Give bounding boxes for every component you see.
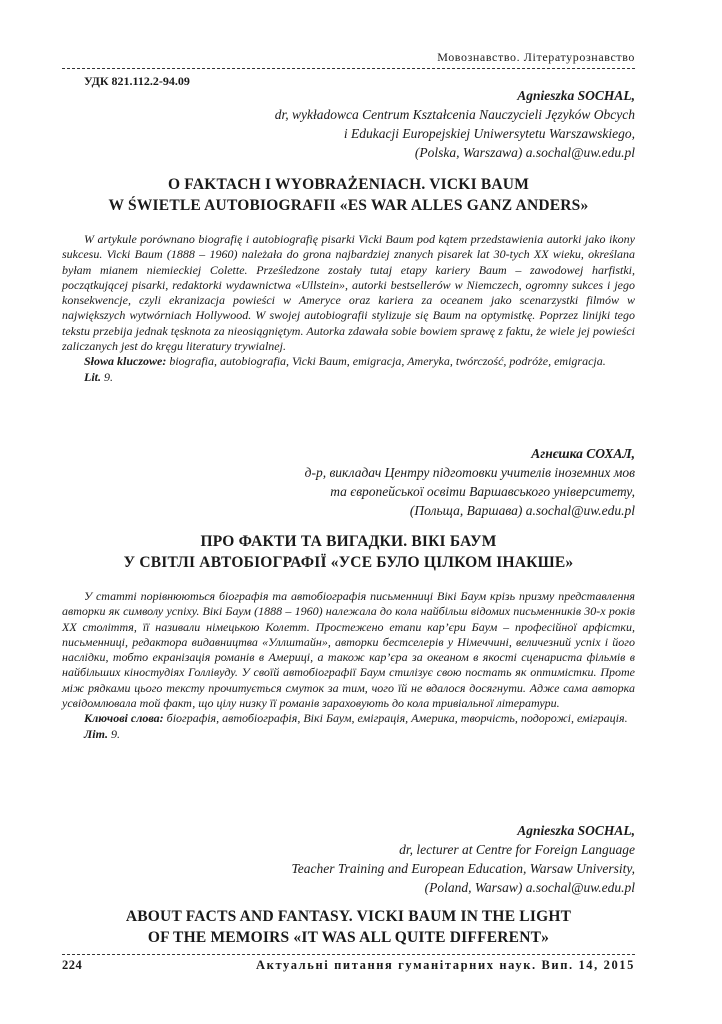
document-page: [62, 0, 635, 1024]
author-affiliation-line: (Польща, Варшава) a.sochal@uw.edu.pl: [409, 503, 635, 518]
keywords-label: Słowa kluczowe:: [84, 354, 167, 369]
author-block-ukrainian: [62, 444, 635, 520]
title-line: W ŚWIETLE AUTOBIOGRAFII «ES WAR ALLES GANZ ANDERS»: [108, 197, 589, 214]
title-line: ABOUT FACTS AND FANTASY. VICKI BAUM IN THE LIGHT: [125, 908, 572, 925]
article-title-polish: [62, 174, 635, 216]
author-name: Agnieszka SOCHAL,: [517, 823, 635, 838]
title-line: O FAKTACH I WYOBRAŻENIACH. VICKI BAUM: [167, 176, 530, 193]
references-value: 9.: [111, 726, 121, 741]
author-affiliation-line: i Edukacji Europejskiej Uniwersytetu Warszawskiego,: [343, 126, 635, 141]
abstract-text: У статті порівнюються біографія та автобіографія письменниці Вікі Баум крізь призму представлення авторки як символу успіху. Вікі Баум (1888 – 1960) належала до кола найбільш відомих письменників 30-х років ХХ століття, її називали німецькою Колетт. Простежено етапи кар’єри Баум – професійної арфістки, письменниці, редактора видавництва «Уллштайн», авторки бестселерів у Німеччині, величезний успіх і його наслідки, тобто екранізація романів в Америці, а також кар’єра за океаном в якості сценариста фільмів в найбільших кіностудіях Голлівуду. У своїй автобіографії Баум стилізує свою постать як оптимістки. Проте між рядками цього тексту прочитується смуток за тим, чого їй не вдалося досягнути. Адже сама авторка усвідомлювала той факт, що цілу низку її романів зараховують до кола тривіальної літератури.: [62, 589, 635, 711]
title-line: У СВІТЛІ АВТОБІОГРАФІЇ «УСЕ БУЛО ЦІЛКОМ ІНАКШЕ»: [123, 554, 574, 571]
author-affiliation-line: (Polska, Warszawa) a.sochal@uw.edu.pl: [414, 145, 635, 160]
author-affiliation-line: dr, lecturer at Centre for Foreign Language: [399, 842, 635, 857]
running-head: Мовознавство. Літературознавство: [437, 50, 635, 64]
references-label: Lit.: [84, 369, 101, 384]
references-value: 9.: [104, 369, 113, 384]
footer-divider: [62, 954, 635, 955]
page-number: 224: [62, 958, 83, 972]
title-line: OF THE MEMOIRS «IT WAS ALL QUITE DIFFERENT»: [147, 929, 550, 946]
abstract-polish: [62, 232, 635, 385]
author-name: Агнєшка СОХАЛ,: [531, 446, 635, 461]
author-affiliation-line: Teacher Training and European Education, Warsaw University,: [291, 861, 635, 876]
title-line: ПРО ФАКТИ ТА ВИГАДКИ. ВІКІ БАУМ: [200, 533, 497, 550]
udc-code: УДК 821.112.2-94.09: [84, 74, 190, 88]
keywords-text: biografia, autobiografia, Vicki Baum, emigracja, Ameryka, twórczość, podróże, emigracja.: [169, 354, 606, 369]
author-affiliation-line: dr, wykładowca Centrum Kształcenia Nauczycieli Języków Obcych: [274, 107, 635, 122]
author-block-english: [62, 821, 635, 897]
keywords-text: біографія, автобіографія, Вікі Баум, еміграція, Америка, творчість, подорожі, еміграція.: [166, 711, 628, 726]
keywords-label: Ключові слова:: [84, 711, 164, 726]
journal-title: Актуальні питання гуманітарних наук. Вип. 14, 2015: [256, 958, 635, 972]
author-block-polish: [62, 86, 635, 162]
references-label: Літ.: [84, 726, 109, 741]
header-divider: [62, 68, 635, 69]
abstract-ukrainian: [62, 589, 635, 742]
keywords-line: [62, 711, 635, 726]
references-count: [62, 727, 635, 742]
keywords-line: [62, 354, 635, 369]
author-name: Agnieszka SOCHAL,: [517, 88, 635, 103]
article-title-english: [62, 906, 635, 948]
abstract-text: W artykule porównano biografię i autobiografię pisarki Vicki Baum pod kątem przedstawienia autorki jako ikony sukcesu. Vicki Baum (1888 – 1960) należała do grona najbardziej znanych pisarek lat 30-tych XX wieku, określana byłam mianem niemieckiej Colette. Prześledzone zostały tutaj etapy kariery Baum – zawodowej harfistki, początkującej pisarki, redaktorki wydawnictwa «Ullstein», autorki bestsellerów w Niemczech, ogromny sukces i jego konsekwencje, czyli ekranizacja powieści w Ameryce oraz kariera za oceanem jako scenarzystki filmów w największych wytwórniach Hollywood. W swojej autobiografii stylizuje się Baum na optymistkę. Poprzez linijki tego tekstu przebija jednak tęsknota za nieosiągniętym. Autorka zdawała sobie bowiem sprawę z faktu, że wiele jej powieści zaliczanych jest do kręgu literatury trywialnej.: [62, 232, 635, 354]
author-affiliation-line: (Poland, Warsaw) a.sochal@uw.edu.pl: [424, 880, 635, 895]
article-title-ukrainian: [62, 531, 635, 573]
author-affiliation-line: та європейської освіти Варшавського університету,: [330, 484, 635, 499]
author-affiliation-line: д-р, викладач Центру підготовки учителів іноземних мов: [304, 465, 635, 480]
references-count: [62, 370, 635, 385]
